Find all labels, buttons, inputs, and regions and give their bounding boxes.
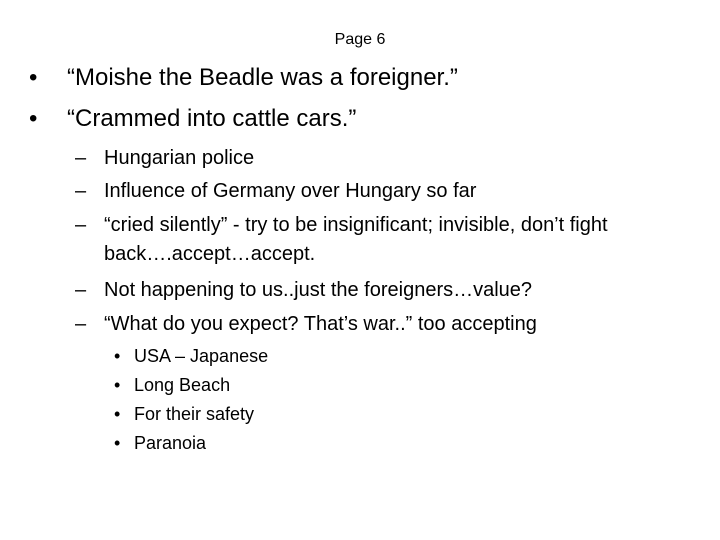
- dash-marker: –: [75, 214, 87, 236]
- dash-marker: –: [75, 279, 87, 301]
- sub-bullet-text: Not happening to us..just the foreigners…value?: [104, 279, 533, 301]
- bullet-marker: •: [114, 375, 121, 395]
- dash-marker: –: [75, 180, 87, 202]
- sub-bullet-text: Influence of Germany over Hungary so far: [104, 180, 477, 202]
- dash-marker: –: [75, 147, 87, 169]
- sub-sub-bullet-text: For their safety: [134, 404, 255, 424]
- sub-sub-bullet-text: Long Beach: [134, 375, 231, 395]
- sub-sub-bullet-text: Paranoia: [134, 433, 207, 453]
- sub-sub-bullet-text: USA – Japanese: [134, 346, 269, 366]
- bullet-marker: •: [114, 346, 121, 366]
- bullet-marker: •: [29, 105, 38, 132]
- bullet-marker: •: [114, 404, 121, 424]
- bullet-text: “Moishe the Beadle was a foreigner.”: [67, 64, 458, 91]
- bullet-marker: •: [114, 433, 121, 453]
- bullet-text: “Crammed into cattle cars.”: [67, 105, 357, 132]
- sub-bullet-text: “cried silently” - try to be insignificant; invisible, don’t fight back….accept…accept.: [104, 214, 608, 265]
- sub-bullet-text: “What do you expect? That’s war..” too accepting: [104, 313, 537, 335]
- page-title: Page 6: [334, 31, 386, 48]
- dash-marker: –: [75, 313, 87, 335]
- bullet-marker: •: [29, 64, 38, 91]
- sub-bullet-text: Hungarian police: [104, 147, 255, 169]
